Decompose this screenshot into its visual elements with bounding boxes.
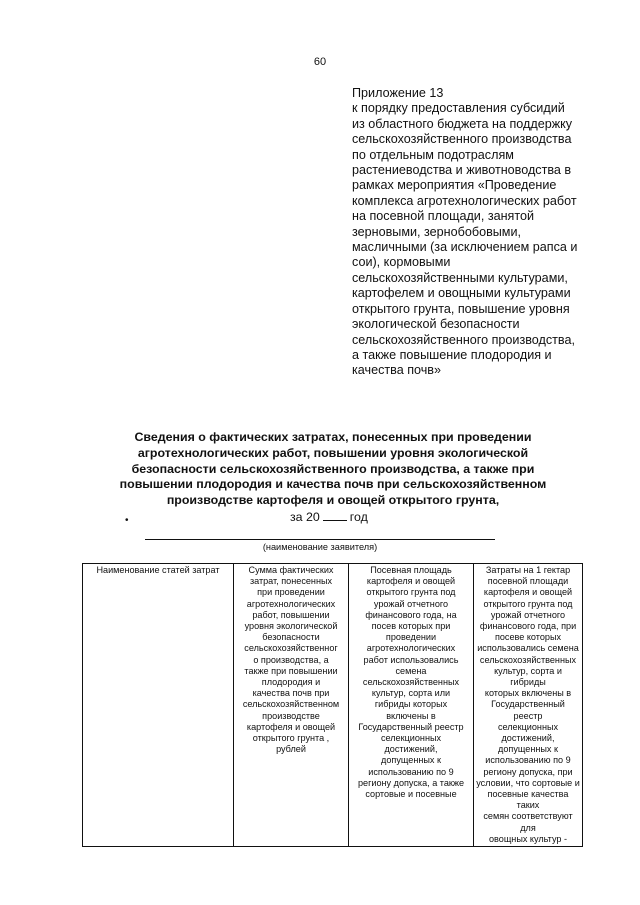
costs-table bbox=[82, 563, 583, 847]
col-header-cost-per-hectare: Затраты на 1 гектар посевной площади картофеля и овощей открытого грунта под урожай отчетного финансового года, при посеве которых использовались семена сельскохозяйственных культур, сорта и гибриды которых включены в Государственный реестр селекционных достижений, допущенных к использованию по 9 региону допуска, при условии, что сортовые и посевные качества таких семян соответствуют для овощных культур - bbox=[474, 564, 583, 847]
appendix-block bbox=[352, 86, 612, 379]
report-title: Сведения о фактических затратах, понесенных при проведении агротехнологических работ, повышении уровня экологической безопасности сельскохозяйственного производства, а также при повышении плодородия и качества почв при сельскохозяйственном производстве картофеля и овощей открытого грунта, bbox=[119, 430, 547, 508]
year-blank bbox=[323, 519, 347, 521]
page-number: 60 bbox=[313, 56, 327, 68]
applicant-caption: (наименование заявителя) bbox=[262, 542, 378, 552]
col-header-actual-costs: Сумма фактических затрат, понесенных при проведении агротехнологических работ, повышении уровня экологической безопасности сельскохозяйственног о производства, а также при повышении плодородия и качества почв при сельскохозяйственном производстве картофеля и овощей открытого грунта , рублей bbox=[234, 564, 349, 847]
col-header-sown-area: Посевная площадь картофеля и овощей открытого грунта под урожай отчетного финансового года, на посев которых при проведении агротехнологических работ использовались семена сельскохозяйственных культур, сорта или гибриды которых включены в Государственный реестр селекционных достижений, допущенных к использованию по 9 региону допуска, а также сортовые и посевные bbox=[349, 564, 474, 847]
applicant-name-line bbox=[145, 539, 495, 540]
col-header-cost-items: Наименование статей затрат bbox=[83, 564, 234, 847]
appendix-title: Приложение 13 bbox=[352, 86, 444, 100]
report-period bbox=[290, 510, 368, 524]
period-suffix: год bbox=[349, 510, 368, 524]
bullet-mark: • bbox=[125, 515, 129, 526]
period-prefix: за 20 bbox=[290, 510, 320, 524]
table-header-row bbox=[83, 564, 583, 847]
appendix-body: к порядку предоставления субсидий из областного бюджета на поддержку сельскохозяйственного производства по отдельным подотраслям растениеводства и животноводства в рамках мероприятия «Проведение комплекса агротехнологических работ на посевной площади, занятой зерновыми, зернобобовыми, масличными (за исключением рапса и сои), кормовыми сельскохозяйственными культурами, картофелем и овощными культурами открытого грунта, повышение уровня экологической безопасности сельскохозяйственного производства, а также повышение плодородия и качества почв» bbox=[352, 101, 578, 378]
